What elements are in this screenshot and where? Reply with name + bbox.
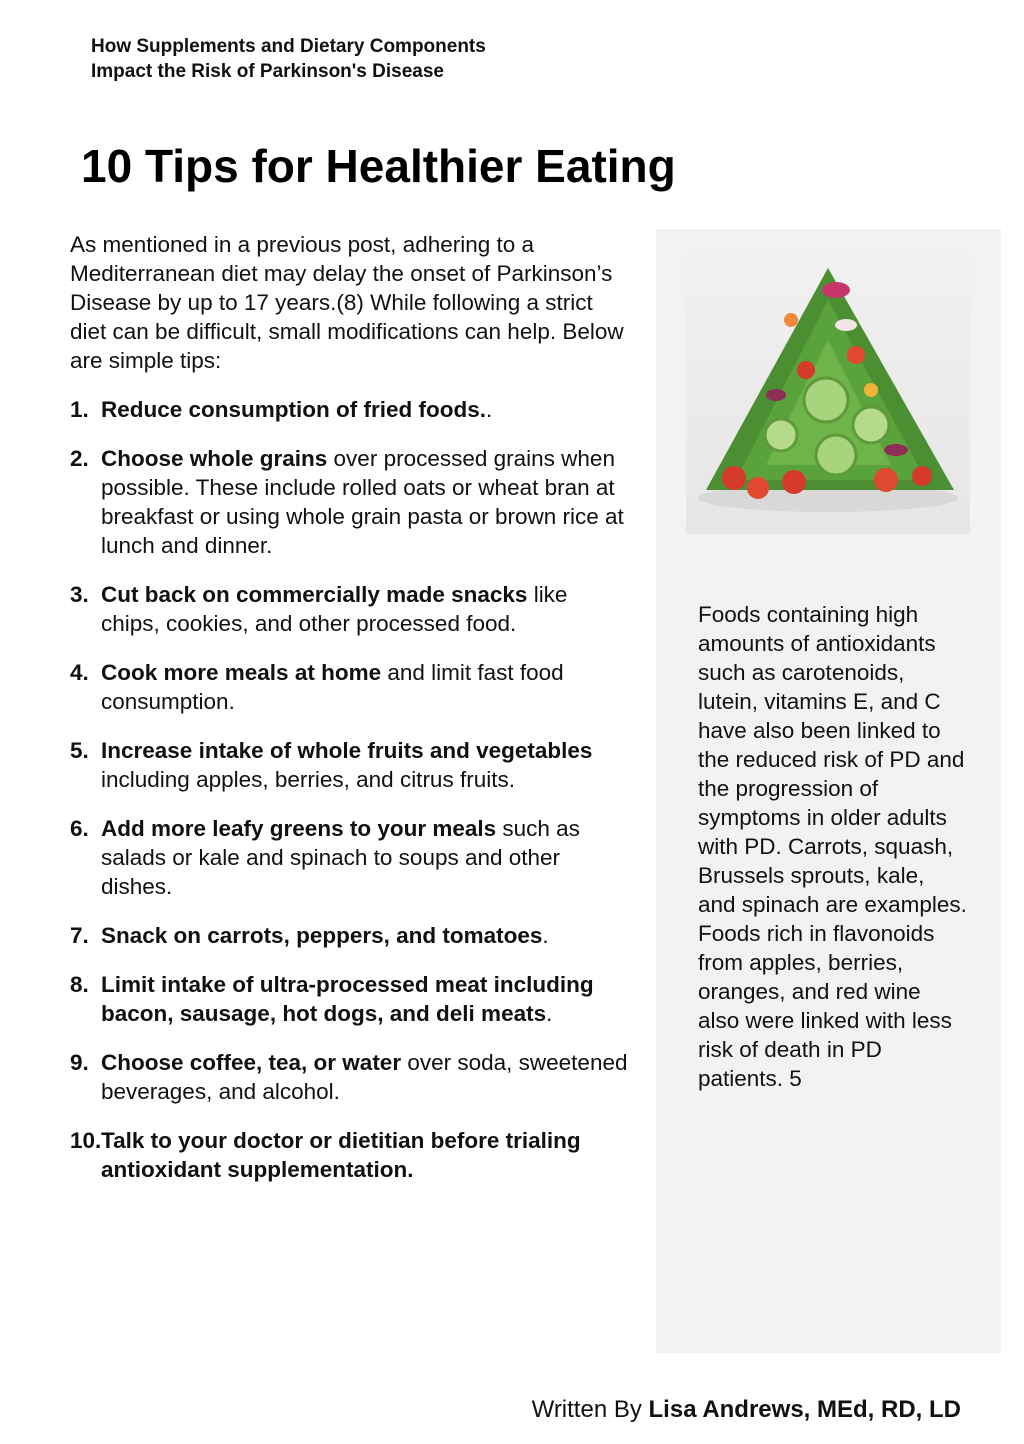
tip-item: [70, 736, 630, 794]
tip-number: 4.: [70, 660, 89, 685]
tip-item: [70, 580, 630, 638]
tip-bold-text: Choose whole grains: [101, 446, 328, 471]
tip-item: [70, 921, 630, 950]
tip-number: 8.: [70, 972, 89, 997]
tip-item: [70, 395, 630, 424]
tip-item: [70, 1048, 630, 1106]
tip-rest-text: over processed grains when possible. These include rolled oats or wheat bran at breakfast or using whole grain pasta or brown rice at lunch and dinner.: [101, 446, 624, 558]
tip-rest-text: .: [542, 923, 549, 948]
page-title: 10 Tips for Healthier Eating: [81, 140, 676, 192]
tip-item: [70, 814, 630, 901]
tip-bold-text: Choose coffee, tea, or water: [101, 1050, 402, 1075]
salad-illustration: [686, 250, 970, 534]
tip-rest-text: like chips, cookies, and other processed food.: [101, 582, 568, 636]
tip-rest-text: over soda, sweetened beverages, and alcohol.: [101, 1050, 628, 1104]
tip-number: 5.: [70, 738, 89, 763]
tip-number: 7.: [70, 923, 89, 948]
tip-bold-text: Talk to your doctor or dietitian before trialing antioxidant supplementation.: [101, 1128, 581, 1182]
header-title-line-1: How Supplements and Dietary Components: [91, 36, 486, 57]
tip-number: 10.: [70, 1128, 102, 1153]
tip-bold-text: Add more leafy greens to your meals: [101, 816, 497, 841]
tip-number: 9.: [70, 1050, 89, 1075]
tip-bold-text: Increase intake of whole fruits and vegetables: [101, 738, 593, 763]
tip-number: 1.: [70, 397, 89, 422]
intro-paragraph: As mentioned in a previous post, adhering to a Mediterranean diet may delay the onset of Parkinson’s Disease by up to 17 years.(8) While following a strict diet can be difficult, small modifications can help. Below are simple tips:: [70, 232, 624, 373]
tip-item: [70, 970, 630, 1028]
tip-item: [70, 444, 630, 560]
tip-item: [70, 658, 630, 716]
tip-rest-text: .: [486, 397, 493, 422]
tip-number: 2.: [70, 446, 89, 471]
header-title-line-2: Impact the Risk of Parkinson's Disease: [91, 61, 444, 82]
salad-image: [686, 250, 970, 534]
document-header: [91, 34, 591, 84]
tip-bold-text: Reduce consumption of fried foods.: [101, 397, 487, 422]
tip-bold-text: Cut back on commercially made snacks: [101, 582, 528, 607]
tip-rest-text: such as salads or kale and spinach to soups and other dishes.: [101, 816, 580, 899]
tip-rest-text: and limit fast food consumption.: [101, 660, 564, 714]
tip-bold-text: Cook more meals at home: [101, 660, 382, 685]
byline: [532, 1395, 961, 1425]
tip-item: [70, 1126, 630, 1184]
tip-bold-text: Limit intake of ultra-processed meat including bacon, sausage, hot dogs, and deli meats: [101, 972, 594, 1026]
tip-number: 3.: [70, 582, 89, 607]
tips-list: [70, 395, 630, 1204]
byline-author: Lisa Andrews, MEd, RD, LD: [648, 1396, 961, 1423]
tip-number: 6.: [70, 816, 89, 841]
sidebar-text: Foods containing high amounts of antioxidants such as carotenoids, lutein, vitamins E, and C have also been linked to the reduced risk of PD and the progression of symptoms in older adults with PD. Carrots, squash, Brussels sprouts, kale, and spinach are examples. Foods rich in flavonoids from apples, berries, oranges, and red wine also were linked with less risk of death in PD patients. 5: [698, 602, 967, 1091]
byline-prefix: Written By: [531, 1396, 649, 1423]
tip-rest-text: .: [546, 1001, 553, 1026]
sidebar-panel: [656, 229, 1001, 1353]
tip-rest-text: including apples, berries, and citrus fruits.: [101, 767, 515, 792]
tip-bold-text: Snack on carrots, peppers, and tomatoes: [101, 923, 543, 948]
